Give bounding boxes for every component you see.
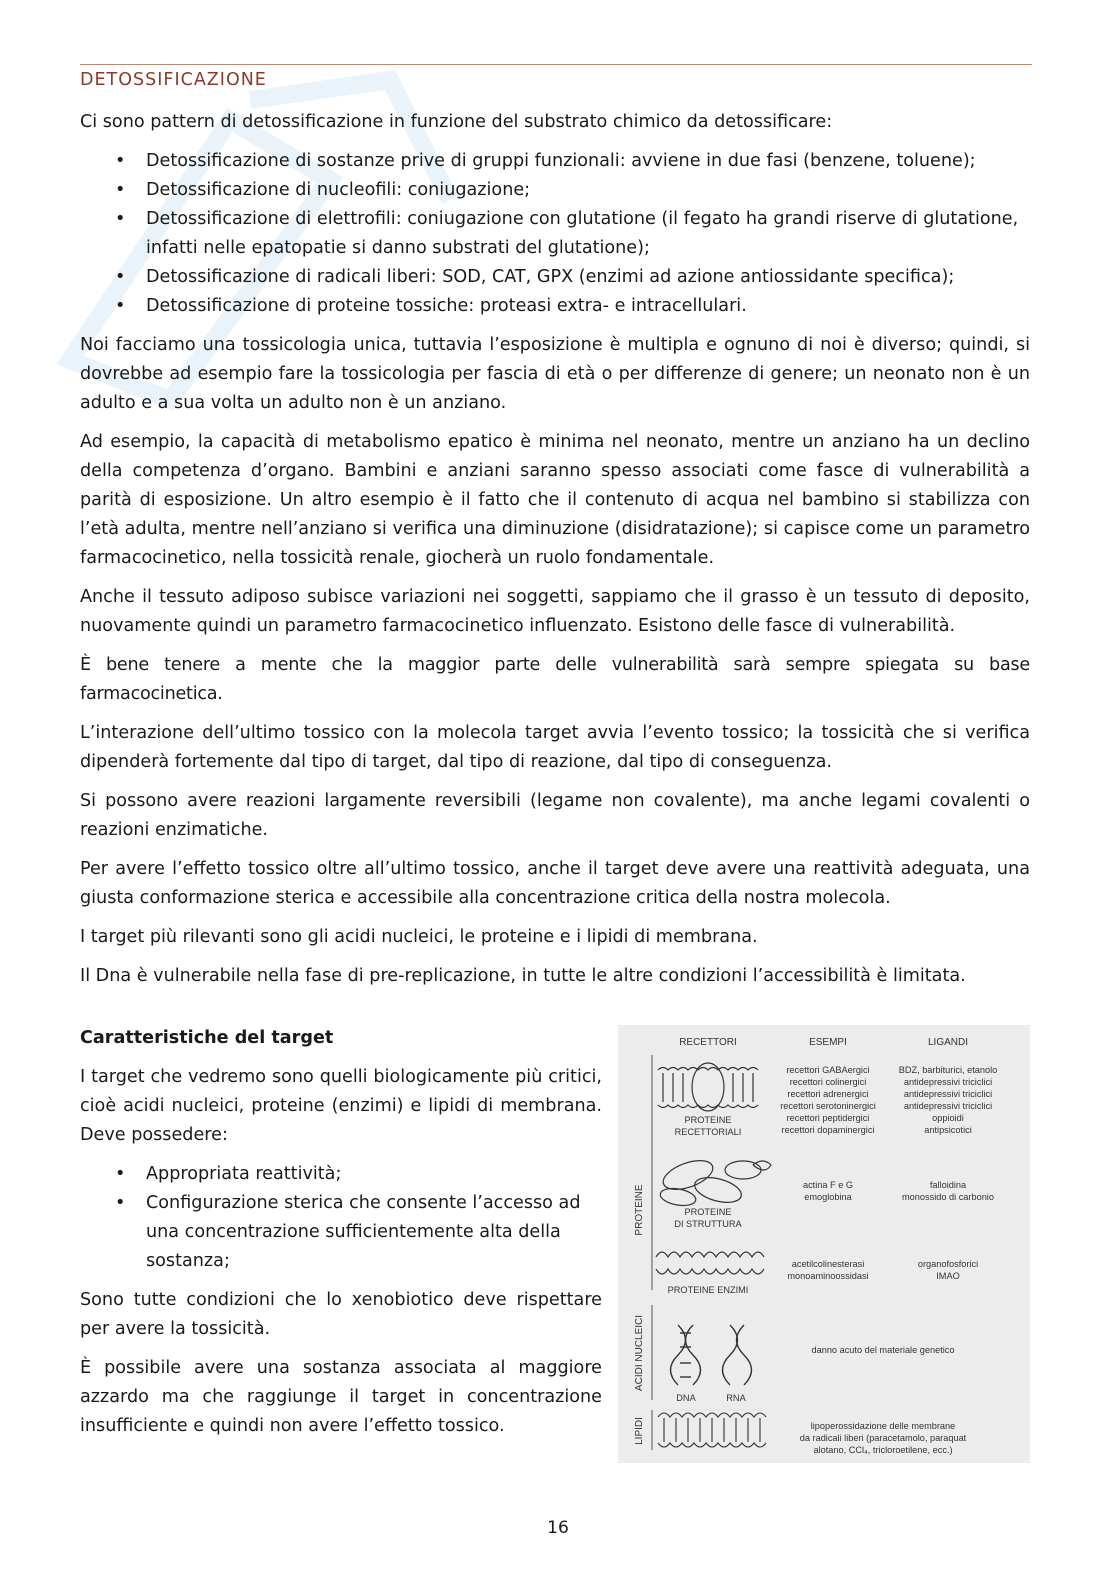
row5-text: alotano, CCl₄, tricloroetilene, ecc.) bbox=[813, 1445, 953, 1455]
enzyme-membrane-icon bbox=[656, 1252, 764, 1274]
list-item: • Appropriata reattività; bbox=[146, 1160, 602, 1189]
row1-esempio: recettori GABAergici bbox=[786, 1065, 870, 1075]
row1-ligando: oppioidi bbox=[932, 1113, 964, 1123]
header-rule bbox=[80, 64, 1032, 65]
paragraph: I target più rilevanti sono gli acidi nucleici, le proteine e i lipidi di membrana. bbox=[80, 927, 758, 947]
receptor-membrane-icon bbox=[658, 1063, 758, 1111]
paragraph: Anche il tessuto adiposo subisce variazioni nei soggetti, sappiamo che il grasso è un tessuto di deposito, nuovamente quindi un parametro farmacocinetico influenzato. Esistono delle fasce di vulnerabilità. bbox=[80, 587, 1030, 636]
row3-ligando: organofosforici bbox=[917, 1259, 979, 1269]
rna-helix-icon bbox=[723, 1325, 752, 1385]
main-text bbox=[80, 108, 1030, 1001]
row4-text: danno acuto del materiale genetico bbox=[811, 1345, 955, 1355]
paragraph: Per avere l’effetto tossico oltre all’ultimo tossico, anche il target deve avere una reattività adeguata, una giusta conformazione sterica e accessibile alla concentrazione critica della nostra molecola. bbox=[80, 859, 1030, 908]
row5-text: lipoperossidazione delle membrane bbox=[810, 1421, 956, 1431]
paragraph: Sono tutte condizioni che lo xenobiotico deve rispettare per avere la tossicità. bbox=[80, 1290, 602, 1339]
row5-text: da radicali liberi (paracetamolo, paraquat bbox=[799, 1433, 967, 1443]
subsection-title: Caratteristiche del target bbox=[80, 1028, 334, 1048]
lipid-bilayer-icon bbox=[658, 1413, 766, 1447]
section-intro: I target che vedremo sono quelli biologicamente più critici, cioè acidi nucleici, proteine (enzimi) e lipidi di membrana. Deve possedere: bbox=[80, 1067, 602, 1145]
row2-label1: PROTEINE bbox=[684, 1207, 732, 1217]
header-recettori: RECETTORI bbox=[679, 1037, 737, 1048]
row1-esempio: recettori serotoninergici bbox=[780, 1101, 876, 1111]
intro-paragraph: Ci sono pattern di detossificazione in funzione del substrato chimico da detossificare: bbox=[80, 112, 833, 132]
row1-esempio: recettori colinergici bbox=[789, 1077, 867, 1087]
row2-esempio: actina F e G bbox=[802, 1180, 854, 1190]
row1-ligando: antidepressivi triciclici bbox=[903, 1101, 993, 1111]
dna-helix-icon bbox=[671, 1325, 701, 1385]
detox-list bbox=[80, 147, 1030, 321]
row1-esempio: recettori peptidergici bbox=[786, 1113, 870, 1123]
paragraph: L’interazione dell’ultimo tossico con la molecola target avvia l’evento tossico; la tossicità che si verifica dipenderà fortemente dal tipo di target, dal tipo di reazione, dal tipo di conseguenza. bbox=[80, 723, 1030, 772]
side-label-acidi: ACIDI NUCLEICI bbox=[634, 1314, 645, 1392]
row1-ligando: antidepressivi triciclici bbox=[903, 1089, 993, 1099]
section-heading: DETOSSIFICAZIONE bbox=[80, 70, 267, 90]
list-item: • Detossificazione di radicali liberi: SOD, CAT, GPX (enzimi ad azione antiossidante specifica); bbox=[146, 263, 1030, 292]
row3-esempio: acetilcolinesterasi bbox=[791, 1259, 865, 1269]
side-label-lipidi: LIPIDI bbox=[634, 1417, 645, 1445]
row1-ligando: BDZ, barbiturici, etanolo bbox=[898, 1065, 998, 1075]
paragraph: Noi facciamo una tossicologia unica, tuttavia l’esposizione è multipla e ognuno di noi è diverso; quindi, si dovrebbe ad esempio fare la tossicologia per fascia di età o per differenze di genere; un neonato non è un adulto e a sua volta un adulto non è un anziano. bbox=[80, 335, 1030, 413]
paragraph: Ad esempio, la capacità di metabolismo epatico è minima nel neonato, mentre un anziano ha un declino della competenza d’organo. Bambini e anziani saranno spesso associati come fasce di vulnerabilità a parità di esposizione. Un altro esempio è il fatto che il contenuto di acqua nel bambino si stabilizza con l’età adulta, mentre nell’anziano si verifica una diminuzione (disidratazione); si capisce come un parametro farmacocinetico, nella tossicità renale, giocherà un ruolo fondamentale. bbox=[80, 432, 1030, 568]
targets-figure bbox=[618, 1025, 1030, 1463]
list-item: • Detossificazione di elettrofili: coniugazione con glutatione (il fegato ha grandi riserve di glutatione, infatti nelle epatopatie si danno substrati del glutatione); bbox=[146, 205, 1030, 263]
dna-label: DNA bbox=[676, 1393, 696, 1403]
row1-esempio: recettori dopaminergici bbox=[781, 1125, 875, 1135]
rna-label: RNA bbox=[726, 1393, 746, 1403]
row3-ligando: IMAO bbox=[936, 1271, 960, 1281]
row1-ligando: antidepressivi triciclici bbox=[903, 1077, 993, 1087]
list-item: • Detossificazione di nucleofili: coniugazione; bbox=[146, 176, 1030, 205]
header-esempi: ESEMPI bbox=[809, 1037, 847, 1048]
header-ligandi: LIGANDI bbox=[927, 1037, 969, 1048]
targets-diagram bbox=[618, 1025, 1030, 1463]
list-item: • Detossificazione di sostanze prive di gruppi funzionali: avviene in due fasi (benzene, toluene); bbox=[146, 147, 1030, 176]
row3-esempio: monoaminoossidasi bbox=[787, 1271, 869, 1281]
row1-ligando: antipsicotici bbox=[924, 1125, 972, 1135]
row1-esempio: recettori adrenergici bbox=[787, 1089, 869, 1099]
row2-label2: DI STRUTTURA bbox=[674, 1219, 742, 1229]
row1-label1: PROTEINE bbox=[684, 1115, 732, 1125]
list-item: • Configurazione sterica che consente l’accesso ad una concentrazione sufficientemente alta della sostanza; bbox=[146, 1189, 602, 1276]
side-label-proteine: PROTEINE bbox=[634, 1184, 645, 1236]
row2-ligando: monossido di carbonio bbox=[902, 1192, 994, 1202]
target-section bbox=[80, 1024, 602, 1451]
row3-label: PROTEINE ENZIMI bbox=[667, 1285, 749, 1295]
paragraph: Si possono avere reazioni largamente reversibili (legame non covalente), ma anche legami covalenti o reazioni enzimatiche. bbox=[80, 791, 1030, 840]
paragraph: È possibile avere una sostanza associata al maggiore azzardo ma che raggiunge il target in concentrazione insufficiente e quindi non avere l’effetto tossico. bbox=[80, 1358, 602, 1436]
row1-label2: RECETTORIALI bbox=[674, 1127, 742, 1137]
target-list bbox=[80, 1160, 602, 1276]
list-item: • Detossificazione di proteine tossiche: proteasi extra- e intracellulari. bbox=[146, 292, 1030, 321]
row2-ligando: falloidina bbox=[929, 1180, 967, 1190]
paragraph: È bene tenere a mente che la maggior parte delle vulnerabilità sarà sempre spiegata su base farmacocinetica. bbox=[80, 655, 1030, 704]
row2-esempio: emoglobina bbox=[804, 1192, 852, 1202]
page-number: 16 bbox=[547, 1518, 569, 1538]
paragraph: Il Dna è vulnerabile nella fase di pre-replicazione, in tutte le altre condizioni l’accessibilità è limitata. bbox=[80, 966, 966, 986]
structural-protein-icon bbox=[659, 1155, 771, 1208]
